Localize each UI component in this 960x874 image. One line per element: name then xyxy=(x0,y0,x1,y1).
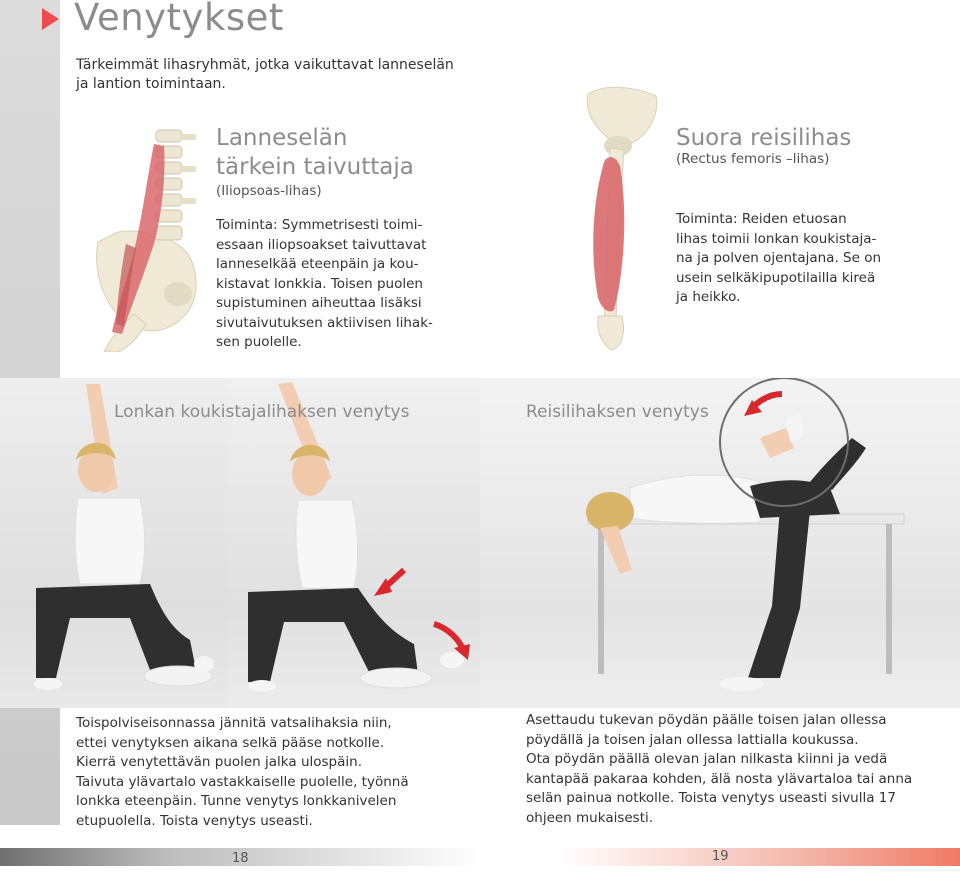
text-line: selän painua notkolle. Toista venytys useasti sivulla 17 xyxy=(526,790,896,806)
text-line: essaan iliopsoakset taivuttavat xyxy=(216,236,427,253)
intro-text: Tärkeimmät lihasryhmät, jotka vaikuttavat lanneselän ja lantion toimintaan. xyxy=(76,57,454,92)
hip-flexor-stretch-caption xyxy=(76,714,476,831)
page-title: Venytykset xyxy=(74,0,284,39)
text-line: usein selkäkipupotilailla kireä xyxy=(676,269,876,286)
title-triangle-icon xyxy=(42,8,59,30)
text-line: Asettaudu tukevan pöydän päälle toisen jalan ollessa xyxy=(526,712,887,728)
quad-stretch-title: Reisilihaksen venytys xyxy=(526,402,709,422)
text-line: Taivuta ylävartalo vastakkaiselle puolelle, työnnä xyxy=(76,773,409,790)
rectus-femoris-description xyxy=(676,210,926,308)
text-line: kantapää pakaraa kohden, älä nosta ylävartaloa tai anna xyxy=(526,770,913,787)
hip-flexor-photo-1 xyxy=(0,378,228,708)
page-number-left: 18 xyxy=(232,851,249,866)
text-line: Toiminta: Reiden etuosan xyxy=(676,211,847,227)
iliopsoas-description xyxy=(216,216,456,353)
iliopsoas-subtitle: (Iliopsoas-lihas) xyxy=(216,183,322,199)
rectus-femoris-illustration xyxy=(574,84,670,354)
text-line: pöydällä ja toisen jalan ollessa lattialla koukussa. xyxy=(526,731,859,748)
text-line: Toispolviseisonnassa jännitä vatsalihaksia niin, xyxy=(76,715,392,731)
rectus-femoris-subtitle: (Rectus femoris –lihas) xyxy=(676,151,830,167)
text-line: Ota pöydän päällä olevan jalan nilkasta kiinni ja vedä xyxy=(526,751,888,767)
footer-bar-right xyxy=(560,848,960,866)
quad-stretch-caption xyxy=(526,711,946,828)
text-line: supistuminen aiheuttaa lisäksi xyxy=(216,295,422,311)
text-line: ettei venytyksen aikana selkä pääse notkolle. xyxy=(76,734,385,751)
rectus-femoris-title: Suora reisilihas xyxy=(676,125,852,151)
page-number-right: 19 xyxy=(712,849,729,864)
kneeling-figure-1 xyxy=(0,378,228,708)
iliopsoas-title-line1: Lanneselän xyxy=(216,125,348,151)
text-line: lanneselkää eteenpäin ja kou- xyxy=(216,256,419,272)
hip-flexor-photo-2 xyxy=(228,378,480,708)
text-line: Kierrä venytettävän puolen jalka ulospäin. xyxy=(76,754,362,770)
text-line: na ja polven ojentajana. Se on xyxy=(676,250,882,266)
text-line: ja heikko. xyxy=(676,289,741,305)
table-stretch-figure xyxy=(480,378,960,708)
text-line: lihas toimii lonkan koukistaja- xyxy=(676,230,877,247)
text-line: etupuolella. Toista venytys useasti. xyxy=(76,812,313,829)
kneeling-figure-2 xyxy=(228,378,480,708)
text-line: ohjeen mukaisesti. xyxy=(526,809,654,826)
iliopsoas-illustration xyxy=(88,124,208,352)
quad-stretch-photo xyxy=(480,378,960,708)
iliopsoas-title xyxy=(216,124,414,182)
text-line: sen puolelle. xyxy=(216,334,302,350)
iliopsoas-title-line2: tärkein taivuttaja xyxy=(216,154,414,180)
text-line: Toiminta: Symmetrisesti toimi- xyxy=(216,217,423,233)
hip-flexor-stretch-title: Lonkan koukistajalihaksen venytys xyxy=(114,402,410,422)
text-line: kistavat lonkkia. Toisen puolen xyxy=(216,275,423,292)
text-line: lonkka eteenpäin. Tunne venytys lonkkanivelen xyxy=(76,793,397,809)
text-line: sivutaivutuksen aktiivisen lihak- xyxy=(216,314,433,331)
